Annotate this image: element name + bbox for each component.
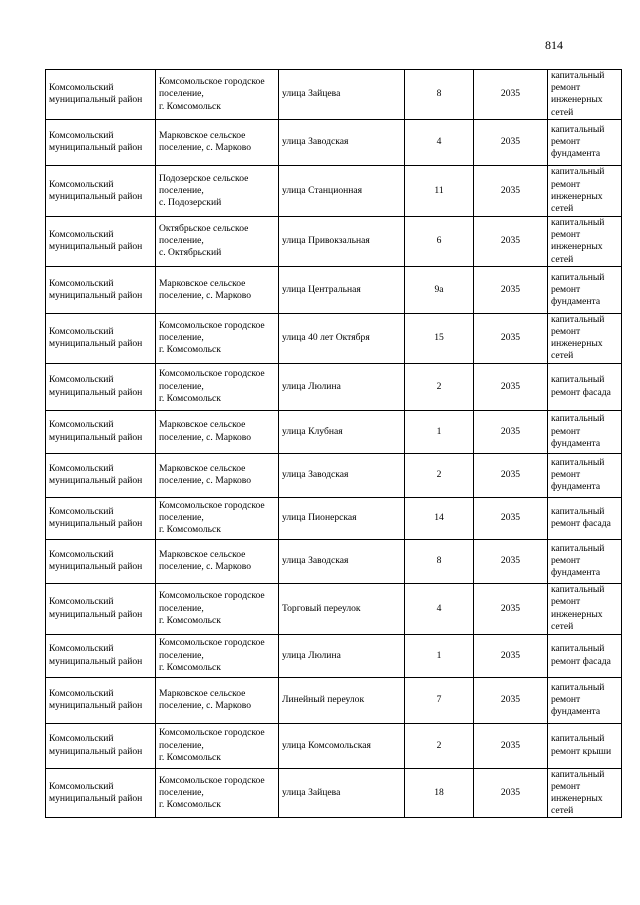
year-cell [474, 768, 548, 818]
house-number-cell-text: 2 [436, 739, 442, 751]
settlement-cell [156, 410, 279, 453]
street-cell-text: улица Люлина [282, 649, 341, 661]
district-cell-text: Комсомольский муниципальный район [49, 178, 143, 202]
settlement-cell-text: Марковское сельское поселение, с. Марково [159, 462, 252, 487]
district-cell [46, 165, 156, 216]
year-cell [474, 723, 548, 768]
street-cell [279, 165, 405, 216]
work-type-cell [548, 677, 622, 723]
settlement-cell [156, 216, 279, 266]
house-number-cell-text: 2 [436, 380, 442, 392]
year-cell-text: 2035 [500, 555, 521, 567]
street-cell [279, 634, 405, 677]
district-cell-text: Комсомольский муниципальный район [49, 229, 143, 253]
table-row [46, 313, 622, 363]
district-cell-text: Комсомольский муниципальный район [49, 419, 143, 443]
street-cell-text: улица Зайцева [282, 88, 341, 100]
settlement-cell-text: Марковское сельское поселение, с. Марково [159, 548, 252, 573]
street-cell-text: улица 40 лет Октября [282, 332, 370, 344]
district-cell [46, 583, 156, 634]
settlement-cell-text: Комсомольское городское поселение, г. Комсомольск [159, 774, 265, 811]
street-cell [279, 410, 405, 453]
work-type-cell-text: капитальный ремонт инженерных сетей [551, 166, 605, 215]
district-cell [46, 453, 156, 497]
street-cell-text: Торговый переулок [282, 602, 361, 614]
year-cell [474, 539, 548, 583]
page-number: 814 [545, 38, 563, 52]
house-number-cell-text: 14 [434, 512, 444, 524]
table-row [46, 677, 622, 723]
street-cell-text: улица Клубная [282, 425, 343, 437]
district-cell-text: Комсомольский муниципальный район [49, 548, 143, 573]
table-row [46, 768, 622, 818]
settlement-cell [156, 634, 279, 677]
street-cell [279, 266, 405, 313]
street-cell-text: улица Заводская [282, 136, 349, 148]
work-type-cell [548, 363, 622, 410]
house-number-cell [405, 165, 474, 216]
work-type-cell [548, 410, 622, 453]
district-cell-text: Комсомольский муниципальный район [49, 374, 143, 398]
year-cell-text: 2035 [500, 602, 521, 614]
settlement-cell-text: Марковское сельское поселение, с. Марково [159, 687, 252, 712]
street-cell [279, 313, 405, 363]
year-cell-text: 2035 [500, 649, 521, 661]
district-cell [46, 410, 156, 453]
street-cell-text: улица Люлина [282, 380, 341, 392]
table-row [46, 165, 622, 216]
house-number-cell-text: 11 [434, 184, 444, 196]
year-cell-text: 2035 [500, 512, 521, 524]
district-cell [46, 677, 156, 723]
year-cell [474, 583, 548, 634]
year-cell [474, 453, 548, 497]
house-number-cell [405, 216, 474, 266]
settlement-cell-text: Комсомольское городское поселение, г. Комсомольск [159, 637, 265, 673]
table-row [46, 119, 622, 165]
street-cell-text: улица Центральная [282, 283, 361, 295]
work-type-cell-text: капитальный ремонт инженерных сетей [551, 313, 605, 362]
street-cell [279, 539, 405, 583]
settlement-cell-text: Комсомольское городское поселение, г. Комсомольск [159, 368, 265, 404]
table-row [46, 723, 622, 768]
street-cell [279, 768, 405, 818]
settlement-cell-text: Марковское сельское поселение, с. Марково [159, 130, 252, 154]
district-cell [46, 634, 156, 677]
year-cell-text: 2035 [500, 136, 521, 148]
settlement-cell [156, 497, 279, 539]
work-type-cell-text: капитальный ремонт фундамента [551, 456, 605, 493]
work-type-cell [548, 539, 622, 583]
house-number-cell [405, 677, 474, 723]
work-type-cell [548, 216, 622, 266]
district-cell [46, 266, 156, 313]
street-cell-text: улица Станционная [282, 184, 363, 196]
district-cell-text: Комсомольский муниципальный район [49, 643, 143, 667]
house-number-cell-text: 6 [436, 235, 442, 247]
district-cell [46, 363, 156, 410]
year-cell-text: 2035 [500, 88, 521, 100]
house-number-cell [405, 768, 474, 818]
work-type-cell-text: капитальный ремонт крыши [551, 733, 612, 757]
street-cell [279, 119, 405, 165]
year-cell [474, 216, 548, 266]
district-cell [46, 497, 156, 539]
table-row [46, 410, 622, 453]
street-cell-text: улица Пионерская [282, 512, 357, 524]
house-number-cell [405, 313, 474, 363]
settlement-cell [156, 453, 279, 497]
house-number-cell [405, 583, 474, 634]
district-cell-text: Комсомольский муниципальный район [49, 82, 143, 106]
house-number-cell [405, 539, 474, 583]
work-type-cell [548, 583, 622, 634]
table-row [46, 216, 622, 266]
table-row [46, 363, 622, 410]
settlement-cell [156, 539, 279, 583]
district-cell [46, 119, 156, 165]
district-cell [46, 723, 156, 768]
work-type-cell-text: капитальный ремонт фасада [551, 374, 611, 398]
house-number-cell [405, 266, 474, 313]
settlement-cell-text: Комсомольское городское поселение, г. Комсомольск [159, 499, 265, 536]
street-cell [279, 363, 405, 410]
work-type-cell-text: капитальный ремонт инженерных сетей [551, 768, 605, 817]
year-cell [474, 70, 548, 120]
house-number-cell-text: 7 [436, 694, 442, 706]
work-type-cell-text: капитальный ремонт фасада [551, 505, 611, 530]
year-cell-text: 2035 [500, 380, 521, 392]
table-row [46, 453, 622, 497]
house-number-cell-text: 8 [436, 555, 442, 567]
street-cell [279, 216, 405, 266]
work-type-cell [548, 313, 622, 363]
district-cell [46, 539, 156, 583]
table-row [46, 266, 622, 313]
settlement-cell [156, 119, 279, 165]
settlement-cell [156, 70, 279, 120]
table-row [46, 634, 622, 677]
work-type-cell [548, 266, 622, 313]
street-cell [279, 723, 405, 768]
street-cell [279, 70, 405, 120]
year-cell-text: 2035 [500, 739, 521, 751]
settlement-cell [156, 723, 279, 768]
district-cell-text: Комсомольский муниципальный район [49, 277, 143, 301]
house-number-cell [405, 497, 474, 539]
house-number-cell-text: 1 [436, 649, 442, 661]
house-number-cell [405, 723, 474, 768]
year-cell [474, 677, 548, 723]
district-cell-text: Комсомольский муниципальный район [49, 687, 143, 712]
settlement-cell [156, 677, 279, 723]
street-cell-text: улица Комсомольская [282, 739, 371, 751]
settlement-cell-text: Комсомольское городское поселение, г. Комсомольск [159, 590, 265, 626]
work-type-cell [548, 119, 622, 165]
year-cell-text: 2035 [500, 332, 521, 344]
work-type-cell [548, 634, 622, 677]
settlement-cell [156, 768, 279, 818]
street-cell-text: улица Привокзальная [282, 235, 370, 247]
year-cell-text: 2035 [500, 694, 521, 706]
settlement-cell [156, 165, 279, 216]
house-number-cell [405, 453, 474, 497]
settlement-cell-text: Октябрьское сельское поселение, с. Октябрьский [159, 223, 249, 259]
district-cell-text: Комсомольский муниципальный район [49, 462, 143, 487]
settlement-cell [156, 313, 279, 363]
work-type-cell [548, 723, 622, 768]
work-type-cell-text: капитальный ремонт инженерных сетей [551, 216, 605, 265]
work-type-cell-text: капитальный ремонт фундамента [551, 542, 605, 579]
house-number-cell-text: 2 [436, 469, 442, 481]
settlement-cell [156, 583, 279, 634]
street-cell [279, 583, 405, 634]
house-number-cell [405, 634, 474, 677]
year-cell [474, 313, 548, 363]
table-body [46, 70, 622, 818]
settlement-cell [156, 363, 279, 410]
house-number-cell [405, 70, 474, 120]
table-row [46, 539, 622, 583]
work-type-cell [548, 165, 622, 216]
settlement-cell [156, 266, 279, 313]
district-cell [46, 70, 156, 120]
settlement-cell-text: Подозерское сельское поселение, с. Подозерский [159, 172, 249, 208]
house-number-cell [405, 119, 474, 165]
house-number-cell [405, 363, 474, 410]
work-type-cell [548, 453, 622, 497]
district-cell-text: Комсомольский муниципальный район [49, 596, 143, 620]
district-cell-text: Комсомольский муниципальный район [49, 733, 143, 757]
district-cell [46, 313, 156, 363]
year-cell [474, 634, 548, 677]
work-type-cell-text: капитальный ремонт фундамента [551, 271, 605, 307]
work-type-cell-text: капитальный ремонт инженерных сетей [551, 70, 605, 118]
settlement-cell-text: Комсомольское городское поселение, г. Комсомольск [159, 319, 265, 356]
house-number-cell-text: 1 [436, 425, 442, 437]
table-row [46, 70, 622, 120]
year-cell-text: 2035 [500, 235, 521, 247]
house-number-cell-text: 18 [434, 786, 444, 798]
year-cell [474, 165, 548, 216]
work-type-cell-text: капитальный ремонт фундамента [551, 413, 605, 449]
street-cell-text: Линейный переулок [282, 694, 365, 706]
repair-schedule-table [45, 69, 622, 818]
work-type-cell-text: капитальный ремонт фасада [551, 643, 611, 667]
work-type-cell [548, 768, 622, 818]
street-cell-text: улица Зайцева [282, 786, 341, 798]
year-cell [474, 497, 548, 539]
work-type-cell [548, 497, 622, 539]
table-row [46, 497, 622, 539]
house-number-cell-text: 4 [436, 602, 442, 614]
work-type-cell [548, 70, 622, 120]
settlement-cell-text: Марковское сельское поселение, с. Марково [159, 419, 252, 443]
street-cell-text: улица Заводская [282, 555, 349, 567]
table-row [46, 583, 622, 634]
district-cell-text: Комсомольский муниципальный район [49, 505, 143, 530]
year-cell-text: 2035 [500, 283, 521, 295]
year-cell [474, 119, 548, 165]
district-cell-text: Комсомольский муниципальный район [49, 780, 143, 805]
house-number-cell [405, 410, 474, 453]
year-cell [474, 363, 548, 410]
year-cell-text: 2035 [500, 469, 521, 481]
work-type-cell-text: капитальный ремонт фундамента [551, 681, 605, 718]
year-cell-text: 2035 [500, 184, 521, 196]
house-number-cell-text: 4 [436, 136, 442, 148]
district-cell [46, 216, 156, 266]
settlement-cell-text: Комсомольское городское поселение, г. Комсомольск [159, 727, 265, 763]
street-cell-text: улица Заводская [282, 469, 349, 481]
house-number-cell-text: 8 [436, 88, 442, 100]
work-type-cell-text: капитальный ремонт фундамента [551, 124, 605, 160]
street-cell [279, 453, 405, 497]
house-number-cell-text: 9а [434, 283, 444, 295]
settlement-cell-text: Комсомольское городское поселение, г. Комсомольск [159, 76, 265, 112]
year-cell [474, 410, 548, 453]
settlement-cell-text: Марковское сельское поселение, с. Марково [159, 277, 252, 301]
street-cell [279, 677, 405, 723]
work-type-cell-text: капитальный ремонт инженерных сетей [551, 584, 605, 632]
year-cell-text: 2035 [500, 786, 521, 798]
district-cell-text: Комсомольский муниципальный район [49, 130, 143, 154]
year-cell-text: 2035 [500, 425, 521, 437]
year-cell [474, 266, 548, 313]
street-cell [279, 497, 405, 539]
district-cell-text: Комсомольский муниципальный район [49, 326, 143, 350]
district-cell [46, 768, 156, 818]
house-number-cell-text: 15 [434, 332, 444, 344]
